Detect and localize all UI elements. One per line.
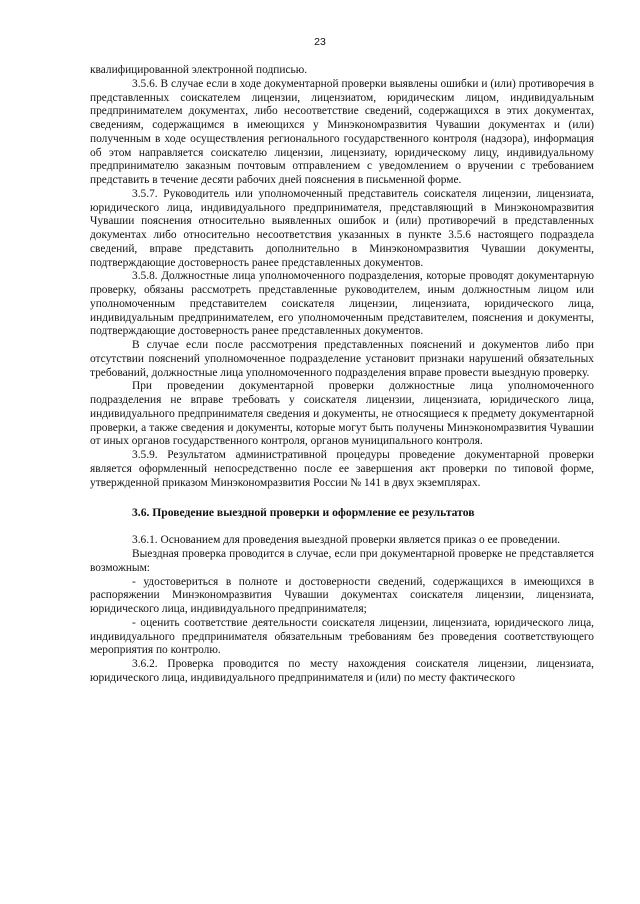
paragraph: 3.5.6. В случае если в ходе документарной проверки выявлены ошибки и (или) противоречия в представленных соискателем лицензии, лицензиатом, юридическим лицом, индивидуальным предпринимателем документах, либо несоответствие сведений, содержащихся в этих документах, сведениям, содержащимся в имеющихся у Минэкономразвития Чувашии документах и (или) полученным в ходе осуществления регионального государственного контроля (надзора), информация об этом направляется соискателю лицензии, лицензиату, юридическому лицу, индивидуальному предпринимателю заказным почтовым отправлением с уведомлением о вручении с требованием представить в течение десяти рабочих дней пояснения в письменной форме.: [90, 77, 594, 186]
paragraph: - удостовериться в полноте и достоверности сведений, содержащихся в имеющихся в распоряжении Минэкономразвития Чувашии документах соискателя лицензии, лицензиата, юридического лица, индивидуального предпринимателя;: [90, 575, 594, 615]
document-body: [90, 64, 594, 686]
paragraphs-after-heading: [90, 534, 594, 685]
paragraph: 3.5.7. Руководитель или уполномоченный представитель соискателя лицензии, лицензиата, юридического лица, индивидуального предпринимателя, представляющий в Минэкономразвития Чувашии пояснения относительно выявленных ошибок и (или) противоречий в представленных документах либо относительно несоответствия указанных в пункте 3.5.6 настоящего подраздела сведений, вправе представить дополнительно в Минэкономразвития Чувашии документы, подтверждающие достоверность ранее представленных документов.: [90, 187, 594, 269]
paragraph: В случае если после рассмотрения представленных пояснений и документов либо при отсутствии пояснений уполномоченное подразделение установит признаки нарушений обязательных требований, должностные лица уполномоченного подразделения вправе провести выездную проверку.: [90, 339, 594, 379]
section-heading: 3.6. Проведение выездной проверки и оформление ее результатов: [132, 506, 475, 520]
paragraph: 3.5.8. Должностные лица уполномоченного подразделения, которые проводят документарную проверку, обязаны рассмотреть представленные руководителем, иным должностным лицом или уполномоченным представителем соискателя лицензии, лицензиата, юридического лица, индивидуальным предпринимателем, его уполномоченным представителем, пояснения и документы, подтверждающие достоверность ранее представленных документов.: [90, 270, 594, 338]
page-number: 23: [314, 36, 326, 48]
paragraphs-before-heading: [90, 64, 594, 490]
paragraph: 3.6.2. Проверка проводится по месту нахождения соискателя лицензии, лицензиата, юридического лица, индивидуального предпринимателя и (или) по месту фактического: [90, 658, 594, 684]
paragraph: 3.6.1. Основанием для проведения выездной проверки является приказ о ее проведении.: [132, 534, 561, 547]
paragraph: Выездная проверка проводится в случае, если при документарной проверке не представляется возможным:: [90, 548, 594, 574]
paragraph: 3.5.9. Результатом административной процедуры проведение документарной проверки является оформленный непосредственно после ее завершения акт проверки по типовой форме, утвержденной приказом Минэкономразвития России № 141 в двух экземплярах.: [90, 449, 594, 489]
paragraph: - оценить соответствие деятельности соискателя лицензии, лицензиата, юридического лица, индивидуального предпринимателя обязательным требованиям без проведения соответствующего мероприятия по контролю.: [90, 616, 594, 657]
paragraph: При проведении документарной проверки должностные лица уполномоченного подразделения не вправе требовать у соискателя лицензии, лицензиата, юридического лица, индивидуального предпринимателя сведения и документы, не относящиеся к предмету документарной проверки, а также сведения и документы, которые могут быть получены Минэкономразвития Чувашии от иных органов государственного контроля, органов муниципального контроля.: [90, 380, 594, 448]
paragraph: квалифицированной электронной подписью.: [90, 64, 308, 76]
